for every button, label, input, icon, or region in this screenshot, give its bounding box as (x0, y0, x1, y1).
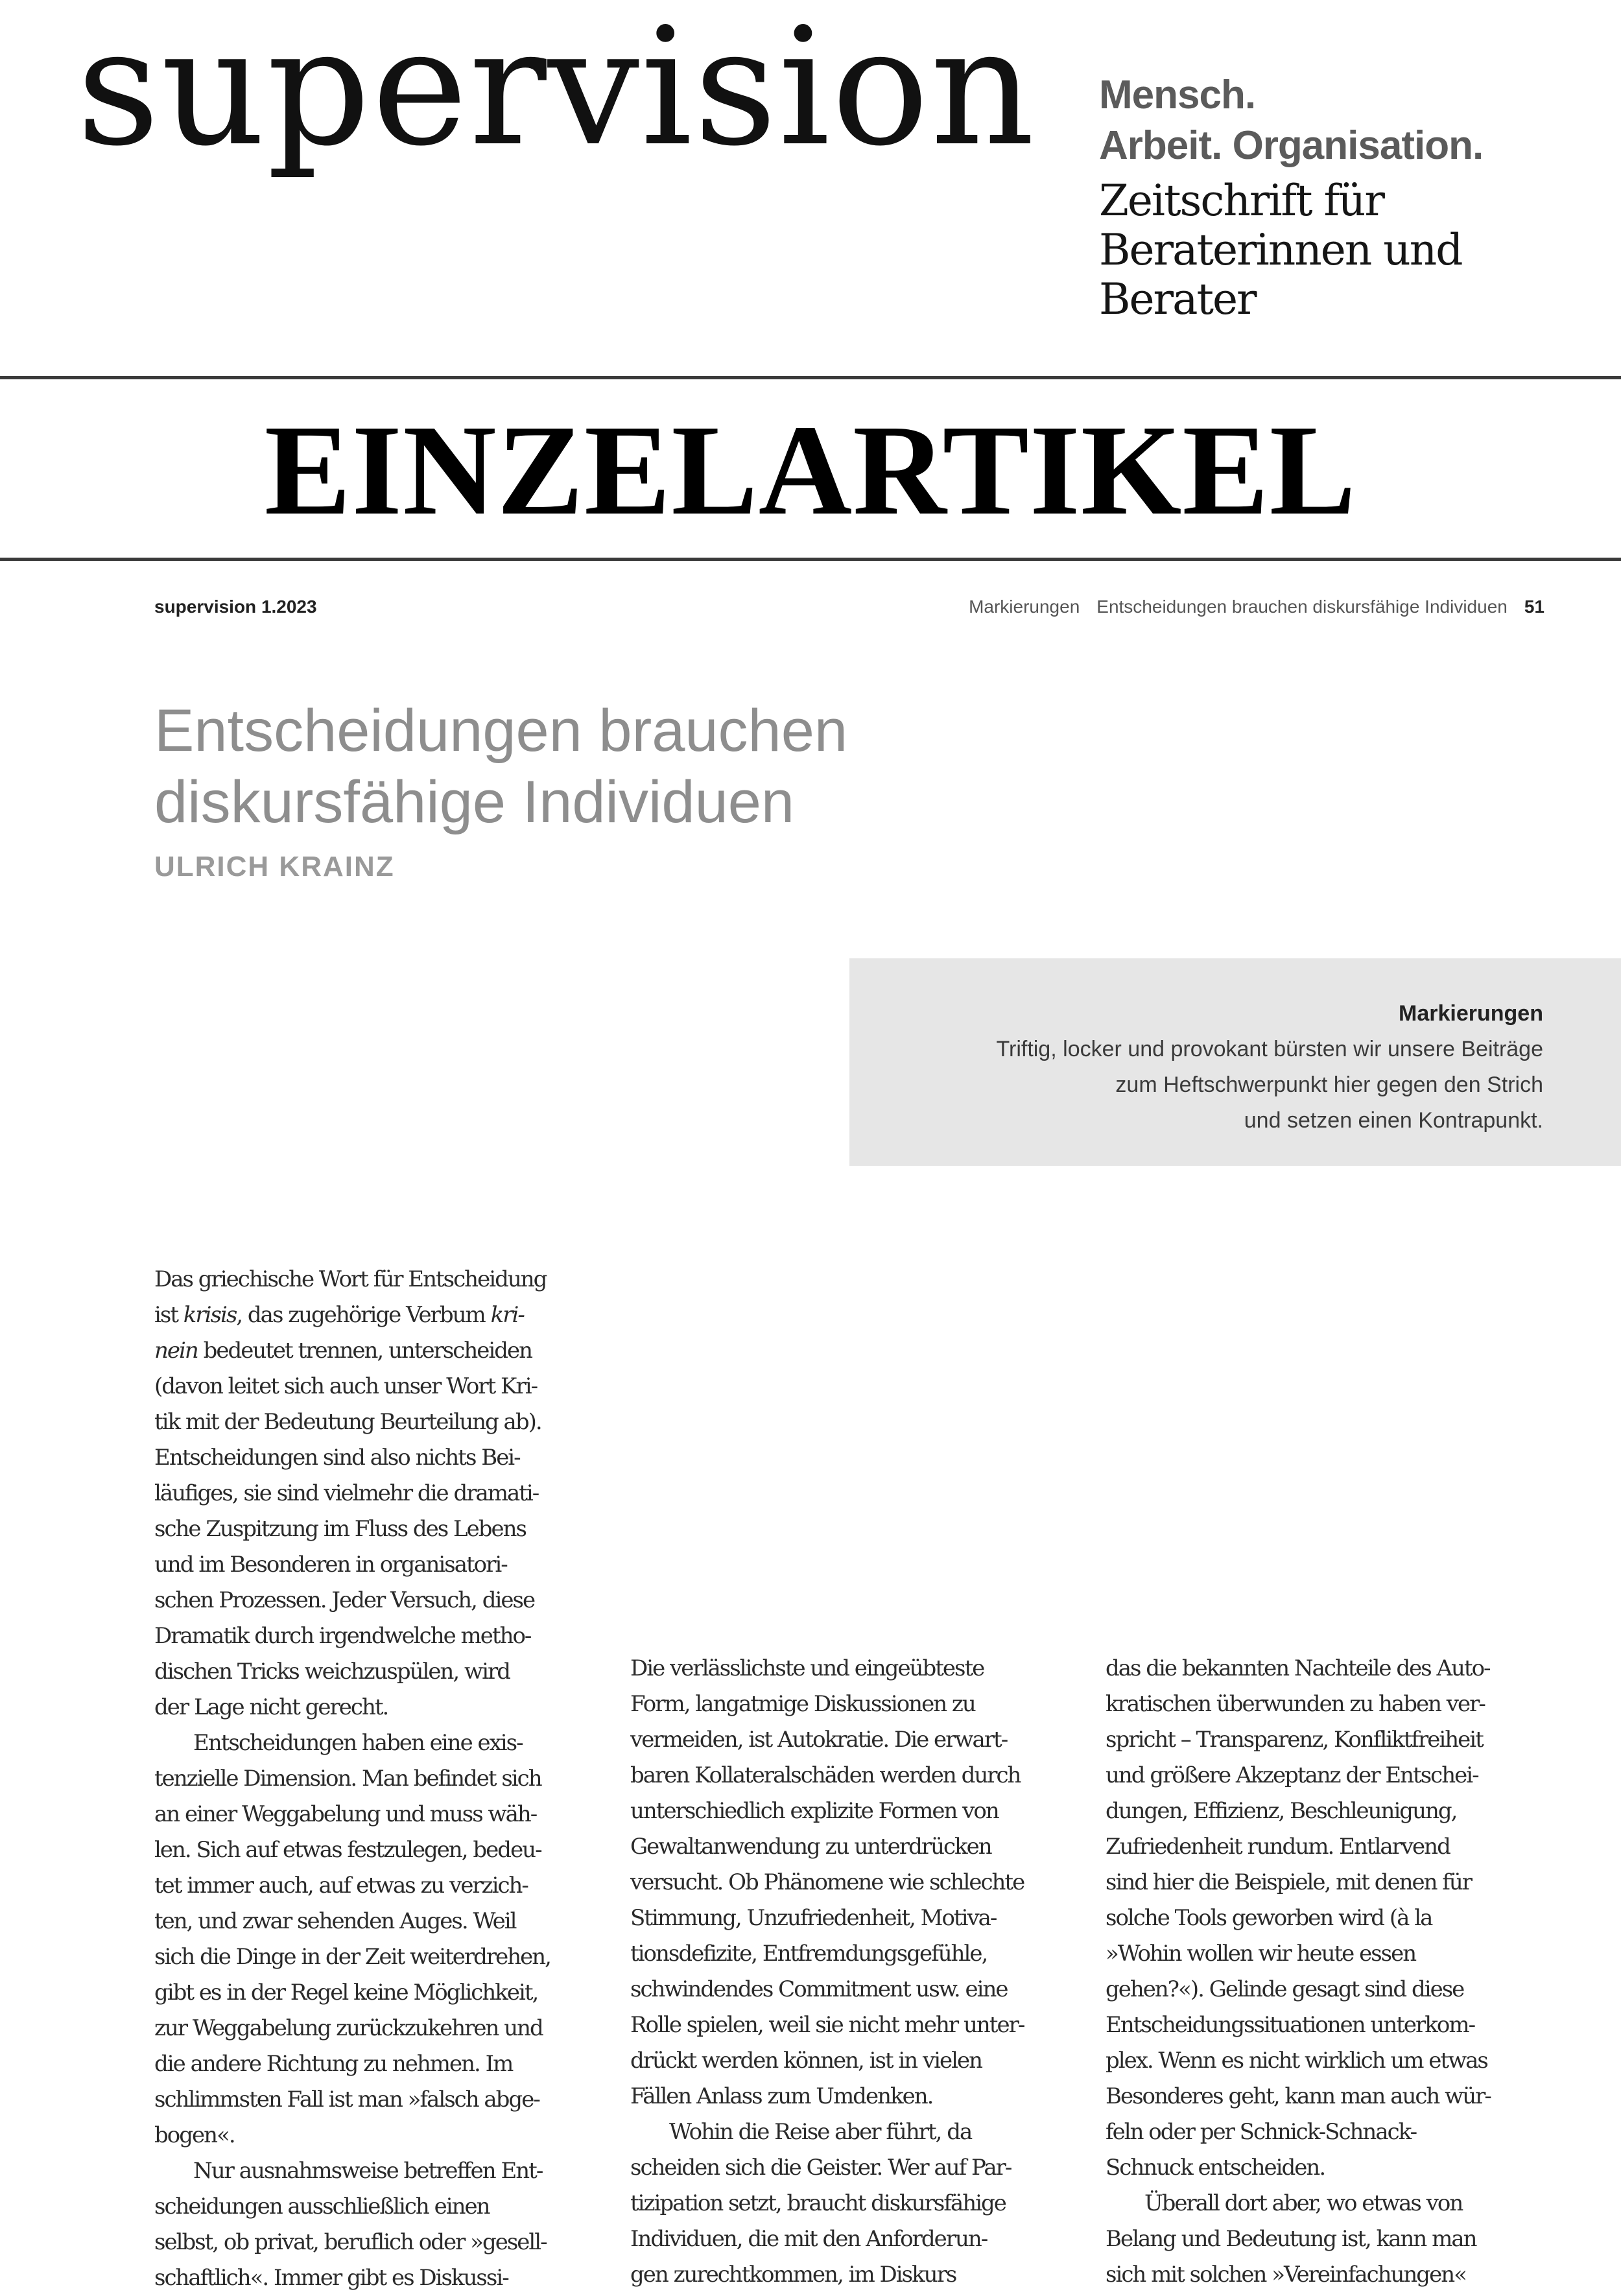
title-line: diskursfähige Individuen (154, 769, 795, 835)
subtitle-line: Zeitschrift für (1099, 176, 1384, 226)
bottom-divider (0, 558, 1621, 561)
body-column-2 (630, 1651, 1024, 2293)
body-text-line: Das griechische Wort für Entscheidung (154, 1266, 547, 1292)
body-text-line: tet immer auch, auf etwas zu verzich- (154, 1873, 528, 1899)
body-text-line: gibt es in der Regel keine Möglichkeit, (154, 1980, 538, 2006)
top-divider (0, 376, 1621, 379)
running-head-issue: supervision 1.2023 (154, 597, 317, 617)
body-text-line: Form, langatmige Diskussionen zu (630, 1691, 975, 1717)
body-text-line: zur Weggabelung zurückzukehren und (154, 2015, 543, 2041)
page-number: 51 (1524, 597, 1544, 617)
running-head-section: Markierungen (969, 597, 1080, 617)
body-text-line: scheidungen ausschließlich einen (154, 2194, 490, 2219)
body-text-line: Entscheidungen sind also nichts Bei- (154, 1445, 520, 1471)
body-text-line: dungen, Effizienz, Beschleunigung, (1106, 1798, 1457, 1824)
body-text-line: drückt werden können, ist in vielen (630, 2048, 982, 2074)
body-text-line: an einer Weggabelung und muss wäh- (154, 1801, 537, 1827)
body-text-line: das die bekannten Nachteile des Auto- (1106, 1655, 1490, 1681)
body-text-line: Gewaltanwendung zu unterdrücken (630, 1834, 991, 1860)
body-text-line: ten, und zwar sehenden Auges. Weil (154, 1908, 516, 1934)
body-text-line: und größere Akzeptanz der Entschei- (1106, 1762, 1478, 1788)
body-text-line: len. Sich auf etwas festzulegen, bedeu- (154, 1837, 541, 1863)
journal-subtitle (1099, 176, 1462, 324)
body-text-line: (davon leitet sich auch unser Wort Kri- (154, 1373, 538, 1399)
body-text-line: unterschiedlich explizite Formen von (630, 1798, 999, 1824)
body-text-line: Belang und Bedeutung ist, kann man (1106, 2226, 1476, 2252)
body-text-line: gehen?«). Gelinde gesagt sind diese (1106, 1976, 1464, 2002)
body-text-line: Fällen Anlass zum Umdenken. (630, 2083, 933, 2109)
body-column-3 (1106, 1651, 1491, 2293)
body-text-line: Rolle spielen, weil sie nicht mehr unter- (630, 2012, 1024, 2038)
body-text-line: feln oder per Schnick-Schnack- (1106, 2119, 1417, 2145)
body-text-line: sind hier die Beispiele, mit denen für (1106, 1869, 1472, 1895)
body-text-line: Stimmung, Unzufriedenheit, Motiva- (630, 1905, 997, 1931)
body-text-line: gen zurechtkommen, im Diskurs (630, 2262, 956, 2288)
journal-tagline (1099, 70, 1483, 171)
body-text-line: die andere Richtung zu nehmen. Im (154, 2051, 513, 2077)
body-text-line: sche Zuspitzung im Fluss des Lebens (154, 1516, 526, 1542)
banner-title: EINZELARTIKEL (264, 398, 1357, 542)
body-text-line: schen Prozessen. Jeder Versuch, diese (154, 1587, 535, 1613)
body-text-line: Individuen, die mit den Anforderun- (630, 2226, 988, 2252)
body-text-line: Dramatik durch irgendwelche metho- (154, 1623, 531, 1649)
body-text-line: baren Kollateralschäden werden durch (630, 1762, 1021, 1788)
body-text-line: sich die Dinge in der Zeit weiterdrehen, (154, 1944, 550, 1970)
info-box-line: und setzen einen Kontrapunkt. (1244, 1108, 1543, 1133)
title-line: Entscheidungen brauchen (154, 698, 848, 764)
body-text-line: Wohin die Reise aber führt, da (669, 2119, 972, 2145)
body-text-line: selbst, ob privat, beruflich oder »gesell- (154, 2229, 547, 2255)
info-box-line: Triftig, locker und provokant bürsten wir unsere Beiträge (996, 1037, 1543, 1061)
body-text-line: Entscheidungen haben eine exis- (193, 1730, 523, 1756)
section-info-box (849, 958, 1621, 1166)
body-text-line: tik mit der Bedeutung Beurteilung ab). (154, 1409, 541, 1435)
subtitle-line: Beraterinnen und (1099, 225, 1462, 275)
body-text-line: ist krisis, das zugehörige Verbum kri- (154, 1302, 524, 1328)
body-text-line: »Wohin wollen wir heute essen (1106, 1941, 1416, 1967)
body-text-line: nein bedeutet trennen, unterscheiden (154, 1338, 532, 1364)
body-text-line: tionsdefizite, Entfremdungsgefühle, (630, 1941, 988, 1967)
body-text-line: läufiges, sie sind vielmehr die dramati- (154, 1480, 539, 1506)
body-text-line: versucht. Ob Phänomene wie schlechte (630, 1869, 1024, 1895)
body-text-line: scheiden sich die Geister. Wer auf Par- (630, 2155, 1012, 2181)
body-text-line: und im Besonderen in organisatori- (154, 1552, 507, 1578)
body-text-line: kratischen überwunden zu haben ver- (1106, 1691, 1485, 1717)
body-text-line: tizipation setzt, braucht diskursfähige (630, 2190, 1006, 2216)
body-text-line: Nur ausnahmsweise betreffen Ent- (193, 2158, 543, 2184)
body-text-line: Entscheidungssituationen unterkom- (1106, 2012, 1475, 2038)
body-text-line: schlimmsten Fall ist man »falsch abge- (154, 2087, 539, 2113)
body-text-line: Die verlässlichste und eingeübteste (630, 1655, 984, 1681)
subtitle-line: Berater (1099, 274, 1256, 324)
body-text-line: vermeiden, ist Autokratie. Die erwart- (630, 1727, 1008, 1753)
body-text-line: plex. Wenn es nicht wirklich um etwas (1106, 2048, 1487, 2074)
body-text-line: spricht – Transparenz, Konfliktfreiheit (1106, 1727, 1483, 1753)
body-text-line: schaftlich«. Immer gibt es Diskussi- (154, 2265, 508, 2291)
body-text-line: Besonderes geht, kann man auch wür- (1106, 2083, 1491, 2109)
info-box-title: Markierungen (1399, 1001, 1543, 1026)
body-column-1 (154, 1262, 550, 2296)
body-text-line: Zufriedenheit rundum. Entlarvend (1106, 1834, 1450, 1860)
body-text-line: schwindendes Commitment usw. eine (630, 1976, 1008, 2002)
tagline-line: Mensch. (1099, 73, 1256, 117)
article-author: ULRICH KRAINZ (154, 851, 395, 882)
body-text-line: bogen«. (154, 2122, 235, 2148)
body-text-line: Schnuck entscheiden. (1106, 2155, 1325, 2181)
body-text-line: sich mit solchen »Vereinfachungen« (1106, 2262, 1466, 2288)
body-text-line: Überall dort aber, wo etwas von (1144, 2190, 1463, 2216)
body-text-line: solche Tools geworben wird (à la (1106, 1905, 1432, 1931)
journal-logo: supervision (77, 0, 1036, 182)
info-box-line: zum Heftschwerpunkt hier gegen den Strich (1115, 1072, 1543, 1097)
article-title (154, 695, 847, 838)
body-text-line: der Lage nicht gerecht. (154, 1694, 388, 1720)
running-head-article: Entscheidungen brauchen diskursfähige Individuen (1096, 597, 1508, 617)
tagline-line: Arbeit. Organisation. (1099, 123, 1484, 168)
running-head-right (969, 597, 1544, 617)
body-text-line: dischen Tricks weichzuspülen, wird (154, 1659, 510, 1685)
body-text-line: tenzielle Dimension. Man befindet sich (154, 1766, 541, 1792)
